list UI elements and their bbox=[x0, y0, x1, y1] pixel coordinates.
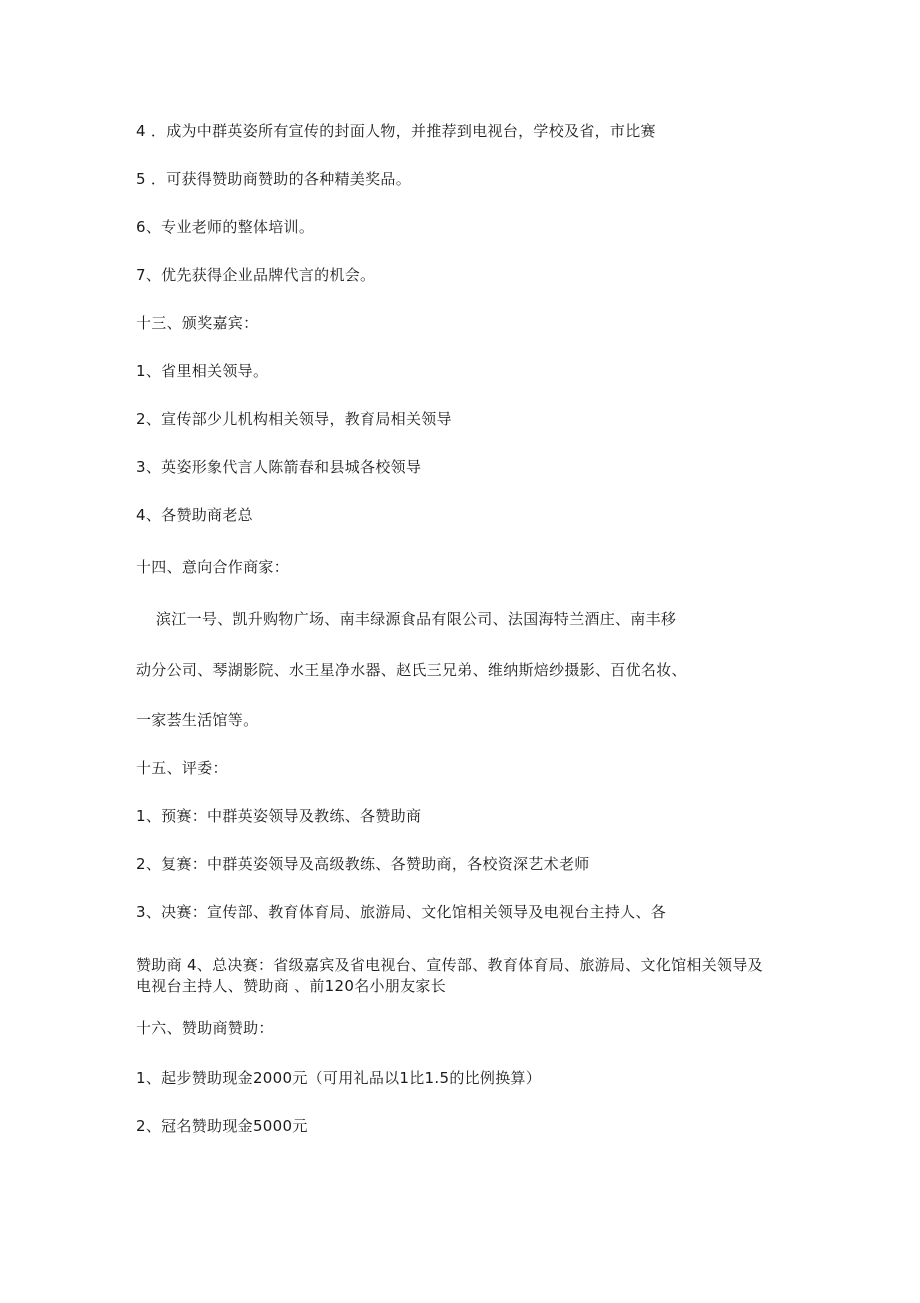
text-line: 5 ．可获得赞助商赞助的各种精美奖品。 bbox=[136, 170, 412, 188]
text-line: 2、宣传部少儿机构相关领导，教育局相关领导 bbox=[136, 410, 452, 428]
text-line: 滨江一号、凯升购物广场、南丰绿源食品有限公司、法国海特兰酒庄、南丰移 bbox=[156, 610, 677, 628]
text-line: 3、英姿形象代言人陈箭春和县城各校领导 bbox=[136, 458, 422, 476]
text-line: 1、起步赞助现金2000元（可用礼品以1比1.5的比例换算） bbox=[136, 1069, 542, 1087]
text-line: 1、预赛：中群英姿领导及教练、各赞助商 bbox=[136, 807, 422, 825]
text-line: 3、决赛：宣传部、教育体育局、旅游局、文化馆相关领导及电视台主持人、各 bbox=[136, 903, 667, 921]
text-paragraph: 赞助商 4、总决赛：省级嘉宾及省电视台、宣传部、教育体育局、旅游局、文化馆相关领导及电视台主持人、赞助商 、前120名小朋友家长 bbox=[136, 956, 763, 995]
section-heading: 十五、评委： bbox=[136, 759, 228, 777]
section-heading: 十三、颁奖嘉宾： bbox=[136, 314, 259, 332]
text-line: 4、各赞助商老总 bbox=[136, 506, 253, 524]
text-line: 2、复赛：中群英姿领导及高级教练、各赞助商，各校资深艺术老师 bbox=[136, 855, 590, 873]
text-line: 一家荟生活馆等。 bbox=[136, 711, 259, 729]
text-line: 1、省里相关领导。 bbox=[136, 362, 269, 380]
text-line: 2、冠名赞助现金5000元 bbox=[136, 1117, 308, 1135]
text-line: 动分公司、琴湖影院、水王星净水器、赵氏三兄弟、维纳斯焙纱摄影、百优名妆、 bbox=[136, 661, 687, 679]
text-line: 6、专业老师的整体培训。 bbox=[136, 218, 315, 236]
text-line: 4 ．成为中群英姿所有宣传的封面人物，并推荐到电视台，学校及省，市比赛 bbox=[136, 122, 656, 140]
section-heading: 十四、意向合作商家： bbox=[136, 558, 290, 576]
section-heading: 十六、赞助商赞助： bbox=[136, 1019, 274, 1037]
text-line: 7、优先获得企业品牌代言的机会。 bbox=[136, 266, 376, 284]
